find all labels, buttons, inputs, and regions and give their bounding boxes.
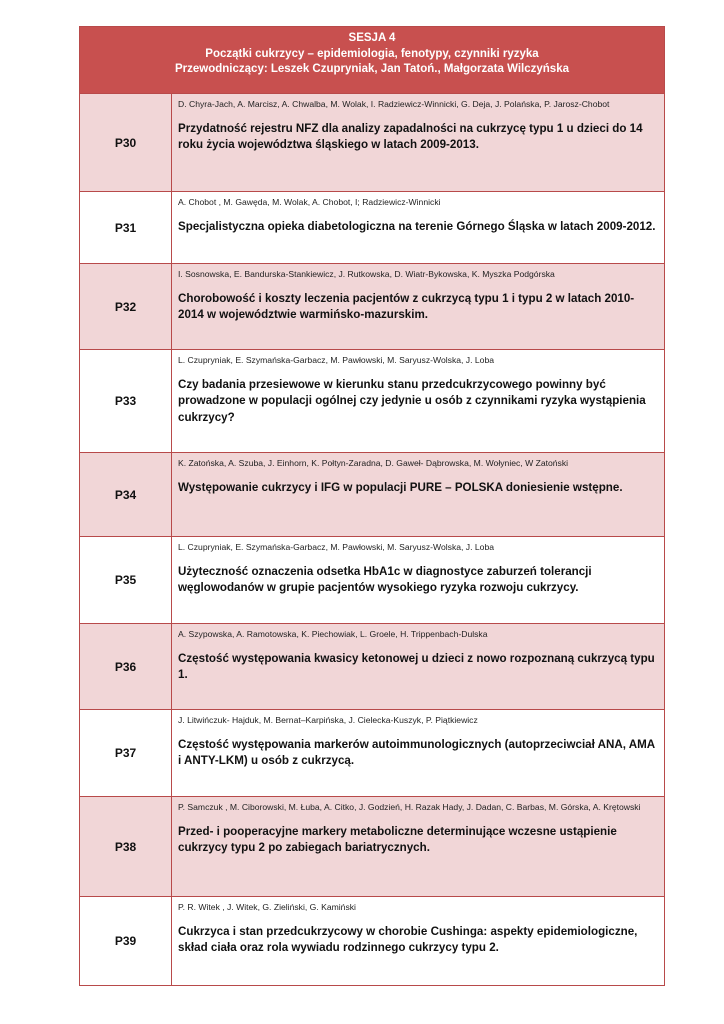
poster-content: [172, 710, 664, 796]
poster-title: Czy badania przesiewowe w kierunku stanu przedcukrzycowego powinny być prowadzone w populacji ogólnej czy jedynie u osób z czynnikami ryzyka wystąpienia cukrzycy?: [178, 377, 646, 424]
poster-title: Użyteczność oznaczenia odsetka HbA1c w diagnostyce zaburzeń tolerancji węglowodanów w grupie pacjentów wysokiego ryzyka rozwoju cukrzycy.: [178, 564, 592, 594]
table-row: [80, 94, 664, 192]
poster-authors: L. Czupryniak, E. Szymańska-Garbacz, M. Pawłowski, M. Saryusz-Wolska, J. Loba: [178, 355, 495, 365]
poster-title: Częstość występowania markerów autoimmunologicznych (autoprzeciwciał ANA, AMA i ANTY-LKM) u osób z cukrzycą.: [178, 737, 655, 767]
poster-authors: J. Litwińczuk- Hajduk, M. Bernat–Karpińska, J. Cielecka-Kuszyk, P. Piątkiewicz: [178, 715, 478, 725]
table-row: [80, 710, 664, 797]
poster-code: P37: [80, 710, 172, 796]
table-row: [80, 897, 664, 985]
poster-content: [172, 94, 664, 191]
poster-code: P39: [80, 897, 172, 985]
poster-code: P30: [80, 94, 172, 191]
poster-content: [172, 350, 664, 452]
poster-title: Przydatność rejestru NFZ dla analizy zapadalności na cukrzycę typu 1 u dzieci do 14 roku życia województwa śląskiego w latach 2009-2013.: [178, 121, 643, 151]
poster-authors: I. Sosnowska, E. Bandurska-Stankiewicz, J. Rutkowska, D. Wiatr-Bykowska, K. Myszka Podgórska: [178, 269, 555, 279]
poster-code: P34: [80, 453, 172, 536]
table-row: [80, 624, 664, 710]
poster-title: Chorobowość i koszty leczenia pacjentów z cukrzycą typu 1 i typu 2 w latach 2010-2014 w województwie warmińsko-mazurskim.: [178, 291, 635, 321]
poster-authors: L. Czupryniak, E. Szymańska-Garbacz, M. Pawłowski, M. Saryusz-Wolska, J. Loba: [178, 542, 495, 552]
poster-code: P32: [80, 264, 172, 349]
table-row: [80, 797, 664, 897]
poster-authors: D. Chyra-Jach, A. Marcisz, A. Chwalba, M. Wolak, I. Radziewicz-Winnicki, G. Deja, J. Polańska, P. Jarosz-Chobot: [178, 99, 610, 109]
poster-code: P33: [80, 350, 172, 452]
session-table: [79, 26, 665, 986]
poster-content: [172, 624, 664, 709]
poster-title: Występowanie cukrzycy i IFG w populacji PURE – POLSKA doniesienie wstępne.: [178, 480, 623, 494]
poster-content: [172, 897, 664, 985]
session-header: [80, 27, 664, 94]
table-row: [80, 537, 664, 624]
table-row: [80, 192, 664, 264]
poster-authors: K. Zatońska, A. Szuba, J. Einhorn, K. Połtyn-Zaradna, D. Gaweł- Dąbrowska, M. Wołyniec, W Zatoński: [178, 458, 569, 468]
poster-authors: P. R. Witek , J. Witek, G. Zieliński, G. Kamiński: [178, 902, 356, 912]
poster-content: [172, 537, 664, 623]
poster-content: [172, 264, 664, 349]
poster-authors: A. Szypowska, A. Ramotowska, K. Piechowiak, L. Groele, H. Trippenbach-Dulska: [178, 629, 488, 639]
poster-title: Częstość występowania kwasicy ketonowej u dzieci z nowo rozpoznaną cukrzycą typu 1.: [178, 651, 655, 681]
poster-content: [172, 453, 664, 536]
poster-authors: P. Samczuk , M. Ciborowski, M. Łuba, A. Citko, J. Godzień, H. Razak Hady, J. Dadan, C. Barbas, M. Górska, A. Krętowski: [178, 802, 641, 812]
poster-code: P38: [80, 797, 172, 896]
poster-content: [172, 192, 664, 263]
poster-code: P36: [80, 624, 172, 709]
session-topic: Początki cukrzycy – epidemiologia, fenotypy, czynniki ryzyka: [205, 47, 539, 60]
poster-title: Przed- i pooperacyjne markery metaboliczne determinujące wczesne ustąpienie cukrzycy typu 2 po zabiegach bariatrycznych.: [178, 824, 617, 854]
table-row: [80, 453, 664, 537]
poster-title: Specjalistyczna opieka diabetologiczna na terenie Górnego Śląska w latach 2009-2012.: [178, 219, 656, 233]
table-row: [80, 264, 664, 350]
poster-code: P35: [80, 537, 172, 623]
session-number: SESJA 4: [348, 32, 396, 44]
poster-code: P31: [80, 192, 172, 263]
poster-authors: A. Chobot , M. Gawęda, M. Wolak, A. Chobot, I; Radziewicz-Winnicki: [178, 197, 441, 207]
session-chairs: Przewodniczący: Leszek Czupryniak, Jan Tatoń., Małgorzata Wilczyńska: [175, 63, 569, 75]
table-row: [80, 350, 664, 453]
poster-content: [172, 797, 664, 896]
poster-title: Cukrzyca i stan przedcukrzycowy w chorobie Cushinga: aspekty epidemiologiczne, skład ciała oraz rola wywiadu rodzinnego cukrzycy typu 2.: [178, 924, 638, 954]
